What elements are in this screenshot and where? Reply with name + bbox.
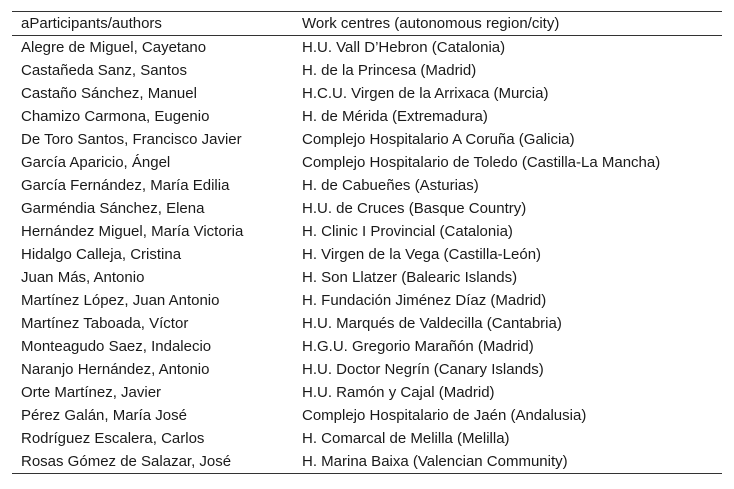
table-row <box>12 59 722 82</box>
participant-name: García Fernández, María Edilia <box>21 177 230 194</box>
participant-name: Martínez López, Juan Antonio <box>21 292 220 309</box>
work-centre: H.G.U. Gregorio Marañón (Madrid) <box>302 338 534 355</box>
work-centre: Complejo Hospitalario de Jaén (Andalusia) <box>302 407 587 424</box>
table-row <box>12 266 722 289</box>
table-row <box>12 82 722 105</box>
work-centre: H. de Mérida (Extremadura) <box>302 108 488 125</box>
table-row <box>12 151 722 174</box>
table-row <box>12 128 722 151</box>
work-centre: H. Clinic I Provincial (Catalonia) <box>302 223 513 240</box>
participant-name: Garméndia Sánchez, Elena <box>21 200 205 217</box>
participant-name: Pérez Galán, María José <box>21 407 187 424</box>
table-row <box>12 105 722 128</box>
work-centre: H.U. Vall D’Hebron (Catalonia) <box>302 39 506 56</box>
table-row <box>12 36 722 60</box>
table-row <box>12 427 722 450</box>
work-centre: Complejo Hospitalario A Coruña (Galicia) <box>302 131 575 148</box>
table-row <box>12 289 722 312</box>
table-row <box>12 174 722 197</box>
table-row <box>12 404 722 427</box>
work-centre: H.C.U. Virgen de la Arrixaca (Murcia) <box>302 85 549 102</box>
work-centre: H. de Cabueñes (Asturias) <box>302 177 479 194</box>
table-row <box>12 243 722 266</box>
participant-name: Monteagudo Saez, Indalecio <box>21 338 212 355</box>
participants-table <box>12 12 722 473</box>
participant-name: García Aparicio, Ángel <box>21 154 171 171</box>
participant-name: Hidalgo Calleja, Cristina <box>21 246 182 263</box>
participant-name: Orte Martínez, Javier <box>21 384 162 401</box>
participants-table-container <box>12 11 722 474</box>
table-row <box>12 450 722 473</box>
work-centre: H. de la Princesa (Madrid) <box>302 62 477 79</box>
participant-name: Castaño Sánchez, Manuel <box>21 85 197 102</box>
table-row <box>12 312 722 335</box>
work-centre: H.U. de Cruces (Basque Country) <box>302 200 527 217</box>
header-row <box>12 12 722 36</box>
table-header <box>12 12 722 36</box>
work-centre: H.U. Doctor Negrín (Canary Islands) <box>302 361 544 378</box>
participant-name: Chamizo Carmona, Eugenio <box>21 108 210 125</box>
table-row <box>12 381 722 404</box>
work-centre: H.U. Marqués de Valdecilla (Cantabria) <box>302 315 562 332</box>
participant-name: Juan Más, Antonio <box>21 269 145 286</box>
participant-name: Rodríguez Escalera, Carlos <box>21 430 205 447</box>
participant-name: Castañeda Sanz, Santos <box>21 62 187 79</box>
header-work-centres: Work centres (autonomous region/city) <box>302 12 722 36</box>
work-centre: H. Marina Baixa (Valencian Community) <box>302 453 568 470</box>
table-body <box>12 36 722 474</box>
header-participants: aParticipants/authors <box>12 12 302 36</box>
table-row <box>12 197 722 220</box>
work-centre: H.U. Ramón y Cajal (Madrid) <box>302 384 495 401</box>
work-centre: Complejo Hospitalario de Toledo (Castilla-La Mancha) <box>302 154 661 171</box>
participant-name: Rosas Gómez de Salazar, José <box>21 453 232 470</box>
participant-name: De Toro Santos, Francisco Javier <box>21 131 242 148</box>
participant-name: Hernández Miguel, María Victoria <box>21 223 244 240</box>
participant-name: Naranjo Hernández, Antonio <box>21 361 210 378</box>
table-row <box>12 220 722 243</box>
work-centre: H. Fundación Jiménez Díaz (Madrid) <box>302 292 547 309</box>
participant-name: Alegre de Miguel, Cayetano <box>21 39 207 56</box>
work-centre: H. Son Llatzer (Balearic Islands) <box>302 269 518 286</box>
table-row <box>12 335 722 358</box>
participant-name: Martínez Taboada, Víctor <box>21 315 189 332</box>
table-row <box>12 358 722 381</box>
work-centre: H. Virgen de la Vega (Castilla-León) <box>302 246 542 263</box>
work-centre: H. Comarcal de Melilla (Melilla) <box>302 430 510 447</box>
